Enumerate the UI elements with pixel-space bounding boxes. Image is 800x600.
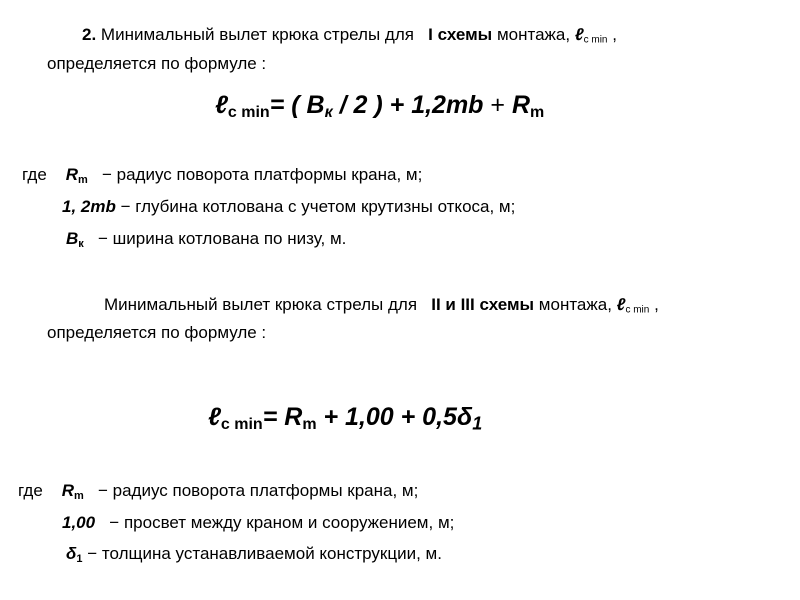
section2-heading-text-b: монтажа, (538, 295, 612, 314)
section2-heading-line2-text: определяется по формуле : (47, 323, 267, 342)
section1-definition-3 (66, 228, 346, 255)
section1-number: 2. (82, 25, 97, 44)
def-symbol: R (65, 165, 79, 184)
def-text: − глубина котлована с учетом крутизны откоса, м; (120, 197, 516, 216)
def-prefix: где (18, 481, 43, 500)
formula1-b-sub: к (324, 104, 333, 121)
section1-scheme-label: I схемы (428, 25, 493, 44)
formula2-ell-sub: c min (220, 416, 263, 433)
formula-2 (208, 402, 482, 440)
def-text: − ширина котлована по низу, м. (98, 229, 347, 248)
def-text: − толщина устанавливаемой конструкции, м. (87, 544, 442, 563)
def-text: − просвет между краном и сооружением, м; (109, 513, 455, 532)
section1-heading-text-a: Минимальный вылет крюка стрелы для (100, 25, 414, 44)
section2-heading-comma: , (654, 295, 659, 314)
def-symbol: δ (66, 544, 77, 563)
def-text: − радиус поворота платформы крана, м; (102, 165, 423, 184)
section1-definition-1 (22, 164, 422, 191)
formula1-plus: + (483, 91, 512, 119)
section1-heading-text-b: монтажа, (496, 25, 571, 44)
section2-ell-subscript: c min (625, 304, 650, 316)
formula2-part1: = R (262, 403, 303, 431)
section1-ell-subscript: c min (583, 34, 608, 46)
section2-heading-text-a: Минимальный вылет крюка стрелы для (104, 295, 418, 314)
def-text: − радиус поворота платформы крана, м; (98, 481, 419, 500)
formula1-r: R (511, 91, 531, 119)
section1-ell-symbol: ℓ (574, 25, 584, 44)
section1-heading-line1 (82, 24, 617, 52)
section2-ell-symbol: ℓ (616, 295, 626, 314)
formula1-part2: / 2 ) + 1,2mb (332, 91, 484, 119)
formula1-ell: ℓ (215, 91, 228, 119)
def-symbol-sub: 1 (76, 552, 83, 565)
def-symbol-sub: к (78, 237, 84, 250)
def-symbol: R (61, 481, 75, 500)
def-symbol: B (66, 229, 79, 248)
section2-scheme-label: II и III схемы (431, 295, 535, 314)
formula2-ell: ℓ (208, 403, 221, 431)
formula2-part2: + 1,00 + 0,5δ (316, 403, 473, 431)
def-symbol-sub: m (78, 173, 88, 186)
section1-heading-line2 (47, 53, 266, 75)
section2-definition-3 (66, 543, 442, 570)
section2-definition-2 (62, 512, 454, 534)
def-symbol: 1,00 (62, 513, 96, 532)
def-prefix: где (22, 165, 47, 184)
section2-heading-line1 (104, 294, 659, 322)
def-symbol: 1, 2mb (62, 197, 116, 216)
section2-heading-line2 (47, 322, 266, 344)
formula1-ell-sub: c min (227, 104, 270, 121)
formula1-part1: = ( B (269, 91, 325, 119)
formula2-delta-sub: 1 (472, 413, 483, 434)
section1-definition-2 (62, 196, 515, 218)
section1-heading-comma: , (612, 25, 617, 44)
def-symbol-sub: m (74, 489, 84, 502)
formula-1 (215, 90, 544, 128)
section1-heading-line2-text: определяется по формуле : (47, 54, 267, 73)
formula2-r-sub: m (302, 416, 317, 433)
formula1-r-sub: m (530, 104, 545, 121)
section2-definition-1 (18, 480, 418, 507)
